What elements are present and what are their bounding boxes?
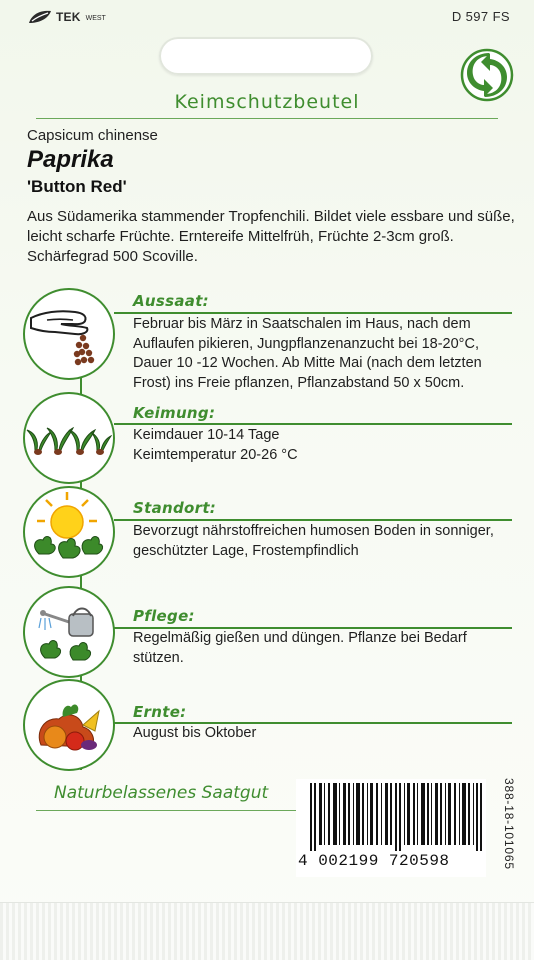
section-divider	[114, 423, 512, 425]
section-icon-circle	[23, 288, 115, 380]
brand-sub: WEST	[85, 15, 106, 22]
footer-tagline: Naturbelassenes Saatgut	[54, 783, 269, 803]
section-text: Februar bis März in Saatschalen im Haus, nach dem Auflaufen pikieren, Jungpflanzenanzucht bei 18-20°C, Dauer 10 -12 Wochen. Ab Mitte Mai (nach dem letzten Frost) ins Freie pflanzen, Pflanzabstand 50 x 50cm.	[133, 316, 482, 391]
hang-hole	[159, 37, 373, 75]
section-title: Aussaat:	[133, 292, 209, 310]
section-icon-circle	[23, 679, 115, 771]
brand-logo	[28, 10, 106, 24]
barcode-icon	[310, 783, 486, 851]
section-icon-circle	[23, 392, 115, 484]
vegetable-harvest-icon	[25, 681, 112, 768]
section-text: Regelmäßig gießen und düngen. Pflanze bei Bedarf stützen.	[133, 630, 467, 666]
section-title: Pflege:	[133, 607, 195, 625]
latin-name: Capsicum chinense	[27, 127, 158, 144]
seedlings-icon	[25, 394, 112, 481]
section-icon-circle	[23, 586, 115, 678]
packet-subtitle: Keimschutzbeutel	[174, 91, 360, 113]
product-description: Aus Südamerika stammender Tropfenchili. Bildet viele essbare und süße, leicht scharfe Früchte. Erntereife Mittelfrüh, Früchte 2-3cm groß. Schärfegrad 500 Scoville.	[27, 208, 515, 265]
section-divider	[114, 312, 512, 314]
watering-can-icon	[25, 588, 112, 675]
divider	[36, 810, 304, 811]
variety-name: 'Button Red'	[27, 177, 127, 196]
section-divider	[114, 519, 512, 521]
product-code: D 597 FS	[451, 9, 510, 24]
section-text: August bis Oktober	[133, 725, 257, 741]
packet-crimp-edge	[0, 902, 534, 960]
section-text: Bevorzugt nährstoffreichen humosen Boden in sonniger, geschützter Lage, Frostempfindlich	[133, 523, 494, 559]
side-code: 388-18-101065	[502, 778, 516, 870]
sun-and-plants-icon	[25, 488, 112, 575]
barcode-digits: 4 002199 720598	[298, 852, 450, 870]
product-name: Paprika	[27, 146, 114, 173]
section-title: Keimung:	[133, 404, 216, 422]
divider	[36, 118, 498, 119]
section-title: Ernte:	[133, 703, 187, 721]
hand-sowing-seeds-icon	[25, 290, 112, 377]
section-title: Standort:	[133, 499, 217, 517]
leaf-logo-icon	[28, 10, 52, 24]
brand-name: TEK	[56, 10, 81, 24]
section-icon-circle	[23, 486, 115, 578]
section-text: Keimdauer 10-14 Tage Keimtemperatur 20-26 °C	[133, 427, 298, 463]
